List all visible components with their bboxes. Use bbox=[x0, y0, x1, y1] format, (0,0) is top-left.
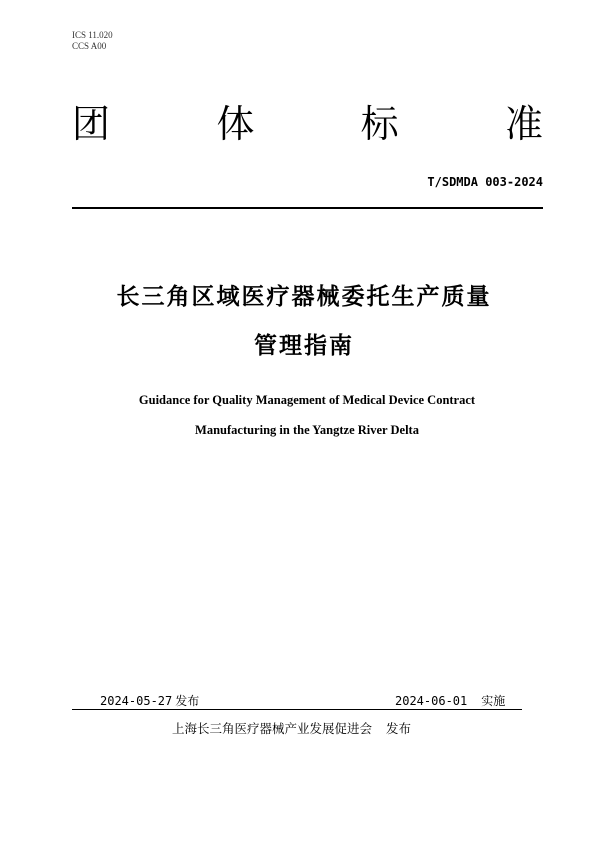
issue-label: 发布 bbox=[175, 694, 200, 708]
publisher-label: 发布 bbox=[386, 721, 412, 736]
implementation-date-block bbox=[395, 694, 505, 709]
implementation-date: 2024-06-01 bbox=[395, 694, 468, 708]
ics-code: ICS 11.020 bbox=[72, 30, 113, 40]
standard-type-char-1: 团 bbox=[72, 102, 111, 146]
publisher-block bbox=[172, 720, 411, 738]
standard-type-heading bbox=[72, 100, 543, 148]
footer-divider bbox=[72, 709, 522, 710]
standard-number: T/SDMDA 003-2024 bbox=[427, 175, 543, 189]
issue-date: 2024-05-27 bbox=[100, 694, 173, 708]
header-divider bbox=[72, 207, 543, 209]
english-title-line-1: Guidance for Quality Management of Medical Device Contract bbox=[138, 393, 476, 407]
chinese-title-line-1: 长三角区域医疗器械委托生产质量 bbox=[116, 284, 492, 310]
english-title-line-2: Manufacturing in the Yangtze River Delta bbox=[195, 423, 419, 437]
classification-codes bbox=[72, 30, 113, 52]
standard-type-char-4: 准 bbox=[504, 102, 543, 146]
ccs-code: CCS A00 bbox=[72, 41, 107, 51]
issue-date-block bbox=[100, 694, 199, 709]
publisher-name: 上海长三角医疗器械产业发展促进会 bbox=[172, 721, 373, 736]
standard-type-char-3: 标 bbox=[360, 102, 399, 146]
implementation-label: 实施 bbox=[481, 694, 506, 708]
chinese-title-line-2: 管理指南 bbox=[254, 333, 354, 359]
standard-type-char-2: 体 bbox=[216, 102, 255, 146]
